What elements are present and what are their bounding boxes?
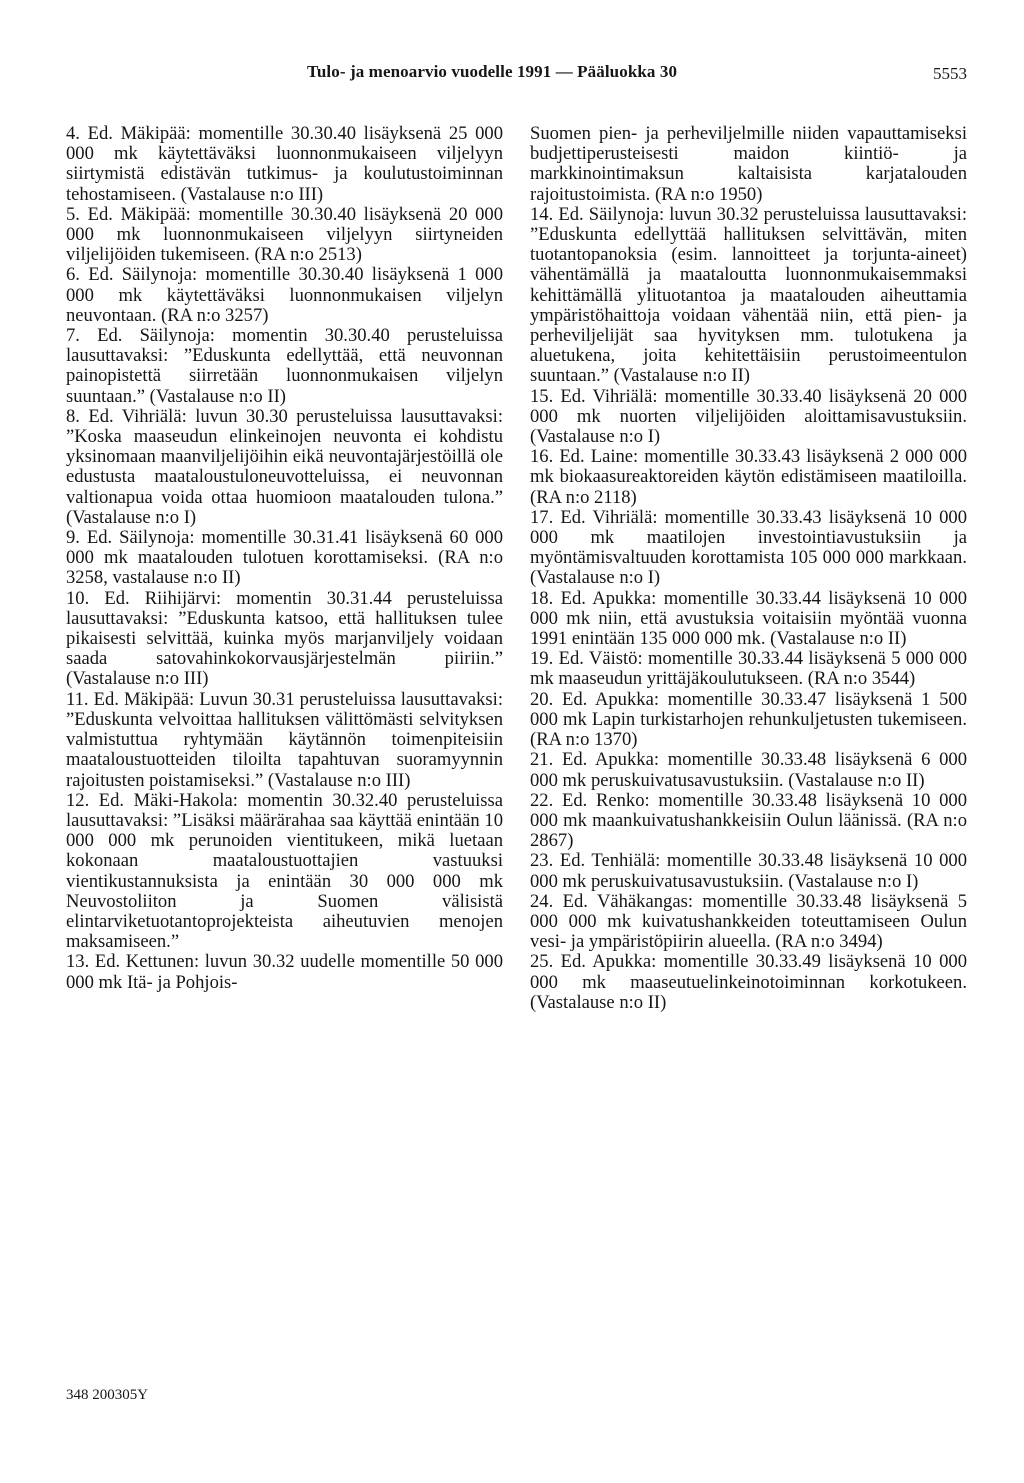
motion-paragraph: 17. Ed. Vihriälä: momentille 30.33.43 lisäyksenä 10 000 000 mk maatilojen investointiavustuksiin ja myöntämisvaltuuden korottamista 105 000 000 markkaan. (Vastalause n:o I) — [530, 506, 967, 589]
motion-paragraph-continued: Suomen pien- ja perheviljelmille niiden vapauttamiseksi budjettiperusteisesti maidon kiintiö- ja markkinointimaksun kaltaisista karjatalouden rajoitustoimista. (RA n:o 1950) — [530, 123, 967, 205]
motion-paragraph: 25. Ed. Apukka: momentille 30.33.49 lisäyksenä 10 000 000 mk maaseutuelinkeinotoiminnan korkotukeen. (Vastalause n:o II) — [530, 951, 967, 1013]
motion-paragraph: 13. Ed. Kettunen: luvun 30.32 uudelle momentille 50 000 000 mk Itä- ja Pohjois- — [66, 951, 503, 993]
motion-paragraph: 14. Ed. Säilynoja: luvun 30.32 perusteluissa lausuttavaksi: ”Eduskunta edellyttää hallituksen selvittävän, miten tuotantopanoksia (esim. lannoitteet ja torjunta-aineet) vähentämällä ja maataloutta luonnonmukaisemmaksi kehittämällä ylituotantoa ja maatalouden aiheuttamia ympäristöhaittoja voidaan vähentää niin, että pien- ja perheviljelijät saa hyvityksen mm. tulotukena ja aluetukena, joita kehitettäisiin perustoimeentulon suuntaan.” (Vastalause n:o II) — [530, 203, 967, 387]
motion-paragraph: 6. Ed. Säilynoja: momentille 30.30.40 lisäyksenä 1 000 000 mk käytettäväksi luonnonmukaisen viljelyn neuvontaan. (RA n:o 3257) — [66, 264, 503, 326]
motion-paragraph: 11. Ed. Mäkipää: Luvun 30.31 perusteluissa lausuttavaksi: ”Eduskunta velvoittaa hallituksen välittömästi selvityksen valmistuttua ryhtymään käytännön toimenpiteisiin maataloustuotteiden tiloilta tapahtuvan suoramyynnin rajoitusten poistamiseksi.” (Vastalause n:o III) — [66, 688, 503, 791]
right-column — [530, 124, 967, 1013]
motion-paragraph: 16. Ed. Laine: momentille 30.33.43 lisäyksenä 2 000 000 mk biokaasureaktoreiden käytön edistämiseen maatiloilla. (RA n:o 2118) — [530, 446, 967, 508]
motion-paragraph: 7. Ed. Säilynoja: momentin 30.30.40 perusteluissa lausuttavaksi: ”Eduskunta edellyttää, että neuvonnan painopistettä siirretään luonnonmukaisen viljelyn suuntaan.” (Vastalause n:o II) — [66, 325, 503, 407]
motion-paragraph: 24. Ed. Vähäkangas: momentille 30.33.48 lisäyksenä 5 000 000 mk kuivatushankkeiden toteuttamiseen Oulun vesi- ja ympäristöpiirin alueella. (RA n:o 3494) — [530, 890, 967, 953]
footer-code: 348 200305Y — [66, 1387, 149, 1403]
motion-paragraph: 18. Ed. Apukka: momentille 30.33.44 lisäyksenä 10 000 000 mk niin, että avustuksia voitaisiin myöntää vuonna 1991 enintään 135 000 000 mk. (Vastalause n:o II) — [530, 587, 967, 650]
motion-paragraph: 5. Ed. Mäkipää: momentille 30.30.40 lisäyksenä 20 000 000 mk luonnonmukaiseen viljelyyn siirtyneiden viljelijöiden tukemiseen. (RA n:o 2513) — [66, 203, 503, 266]
motion-paragraph: 15. Ed. Vihriälä: momentille 30.33.40 lisäyksenä 20 000 000 mk nuorten viljelijöiden aloittamisavustuksiin. (Vastalause n:o I) — [530, 385, 967, 448]
motion-paragraph: 12. Ed. Mäki-Hakola: momentin 30.32.40 perusteluissa lausuttavaksi: ”Lisäksi määrärahaa saa käyttää enintään 10 000 000 mk perunoiden vientitukeen, mikä luetaan kokonaan maataloustuottajien vastuuksi vientikustannuksista ja enintään 30 000 000 mk Neuvostoliiton ja Suomen välisistä elintarviketuotantoprojekteista aiheutuvien menojen maksamiseen.” — [66, 789, 503, 953]
left-column — [66, 124, 503, 993]
page-header-title: Tulo- ja menoarvio vuodelle 1991 — Pääluokka 30 — [307, 62, 678, 81]
motion-paragraph: 21. Ed. Apukka: momentille 30.33.48 lisäyksenä 6 000 000 mk peruskuivatusavustuksiin. (Vastalause n:o II) — [530, 749, 967, 791]
motion-paragraph: 4. Ed. Mäkipää: momentille 30.30.40 lisäyksenä 25 000 000 mk käytettäväksi luonnonmukaiseen viljelyyn siirtymistä edistävän tutkimus- ja koulutustoiminnan tehostamiseen. (Vastalause n:o III) — [66, 123, 503, 205]
motion-paragraph: 8. Ed. Vihriälä: luvun 30.30 perusteluissa lausuttavaksi: ”Koska maaseudun elinkeinojen neuvonta ei kohdistu yksinomaan maanviljelijöihin eikä neuvontajärjestöillä ole edustusta maataloustuloneuvotteluissa, ei neuvonnan valtionapua voida ottaa huomioon maatalouden tulona.” (Vastalause n:o I) — [66, 405, 503, 528]
motion-paragraph: 20. Ed. Apukka: momentille 30.33.47 lisäyksenä 1 500 000 mk Lapin turkistarhojen rehunkuljetusten tukemiseen. (RA n:o 1370) — [530, 688, 967, 751]
motion-paragraph: 23. Ed. Tenhiälä: momentille 30.33.48 lisäyksenä 10 000 000 mk peruskuivatusavustuksiin. (Vastalause n:o I) — [530, 850, 967, 892]
motion-paragraph: 9. Ed. Säilynoja: momentille 30.31.41 lisäyksenä 60 000 000 mk maatalouden tulotuen korottamiseksi. (RA n:o 3258, vastalause n:o II) — [66, 527, 503, 589]
motion-paragraph: 22. Ed. Renko: momentille 30.33.48 lisäyksenä 10 000 000 mk maankuivatushankkeisiin Oulun läänissä. (RA n:o 2867) — [530, 789, 967, 852]
motion-paragraph: 19. Ed. Väistö: momentille 30.33.44 lisäyksenä 5 000 000 mk maaseudun yrittäjäkoulutukseen. (RA n:o 3544) — [530, 648, 967, 690]
page-number: 5553 — [933, 64, 967, 83]
motion-paragraph: 10. Ed. Riihijärvi: momentin 30.31.44 perusteluissa lausuttavaksi: ”Eduskunta katsoo, että hallituksen tulee pikaisesti selvittää, kuinka myös marjanviljely voidaan saada satovahinkokorvausjärjestelmän piiriin.” (Vastalause n:o III) — [66, 587, 503, 690]
